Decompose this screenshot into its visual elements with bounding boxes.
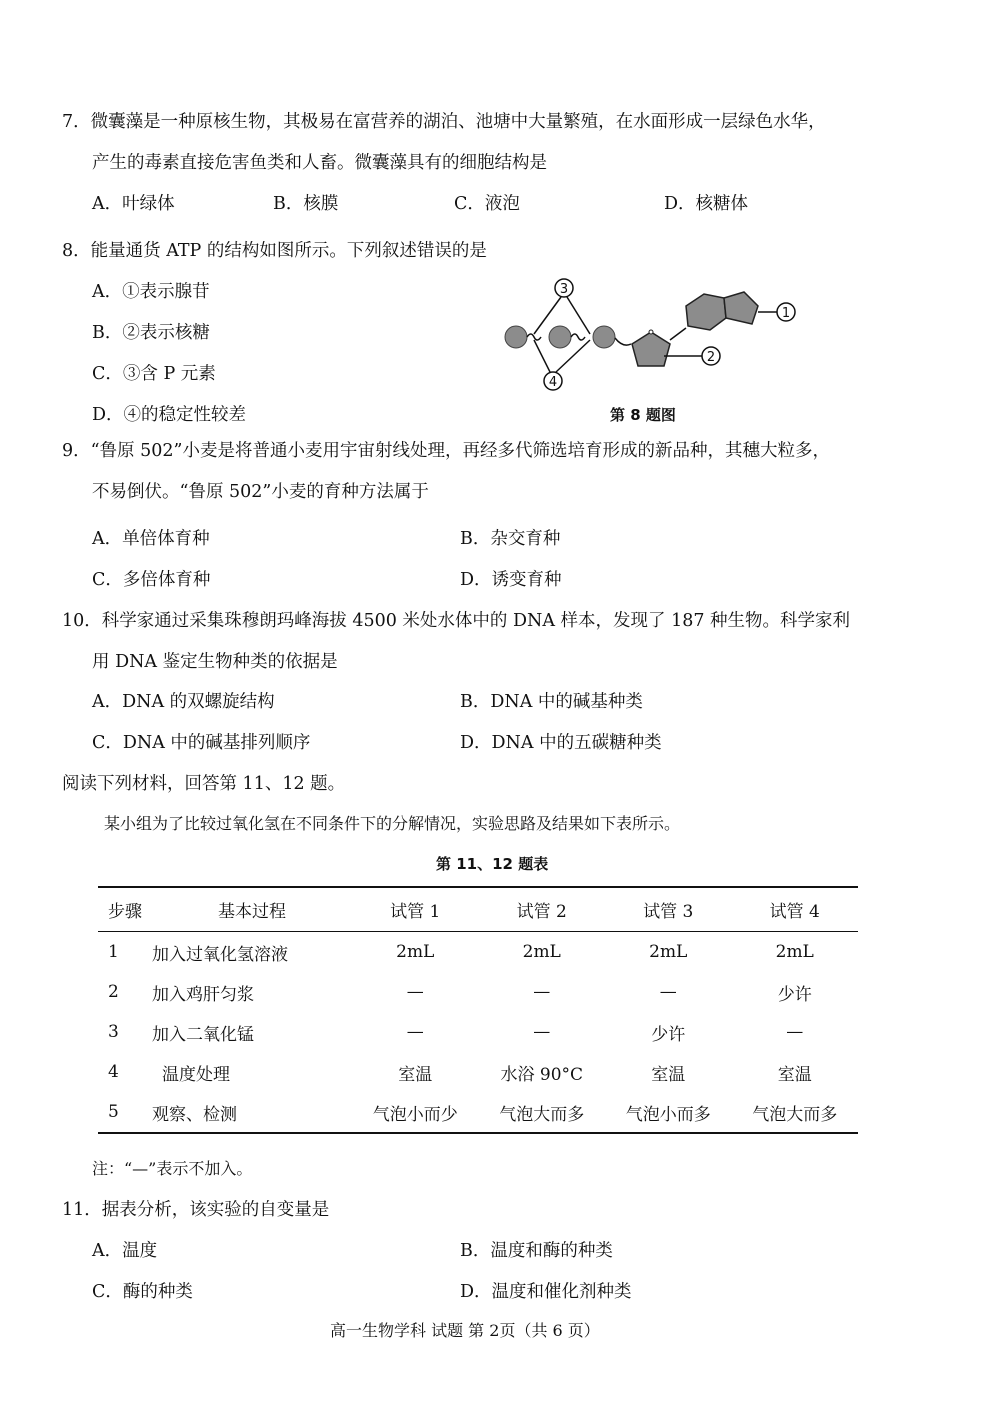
high-energy-bond-2 <box>571 334 585 340</box>
table-header-cell: 试管 1 <box>352 887 479 932</box>
table-cell: — <box>406 982 424 1002</box>
q8-option-d: D．④的稳定性较差 <box>92 405 247 425</box>
q11-stem: 11．据表分析，该实验的自变量是 <box>62 1200 330 1220</box>
atp-structure-figure <box>490 272 810 400</box>
q11-option-d: D．温度和催化剂种类 <box>460 1282 632 1302</box>
reading-intro: 阅读下列材料，回答第 11、12 题。 <box>62 774 346 794</box>
q9-option-d: D．诱变育种 <box>460 570 562 590</box>
table-note: 注：“—”表示不加入。 <box>92 1159 253 1178</box>
table-caption: 第 11、12 题表 <box>436 855 549 873</box>
q11-option-b: B．温度和酶的种类 <box>460 1241 613 1261</box>
table-cell: — <box>659 982 677 1002</box>
table-header-cell: 步骤 <box>98 887 142 932</box>
table-cell: 少许 <box>777 984 812 1005</box>
q8-stem: 8．能量通货 ATP 的结构如图所示。下列叙述错误的是 <box>62 241 487 261</box>
table-cell: 4 <box>108 1062 119 1082</box>
table-header-cell: 试管 3 <box>605 887 732 932</box>
phosphate-group-1 <box>505 326 527 348</box>
q8-option-b: B．②表示核糖 <box>92 323 210 343</box>
adenine-pentagon <box>724 292 758 324</box>
ribose-pentagon <box>632 332 670 366</box>
atp-label-1: 1 <box>781 306 791 321</box>
table-row <box>98 972 858 1012</box>
table-cell: 1 <box>108 942 119 962</box>
table-cell: — <box>786 1022 804 1042</box>
table-cell: 加入二氧化锰 <box>152 1024 254 1045</box>
table-header-cell: 试管 4 <box>732 887 859 932</box>
phosphate-group-3 <box>593 326 615 348</box>
table-cell: 气泡大而多 <box>479 1092 606 1133</box>
table-row <box>98 932 858 973</box>
table-cell: 气泡小而少 <box>352 1092 479 1133</box>
table-cell: 2mL <box>396 942 435 962</box>
q10-option-b: B．DNA 中的碱基种类 <box>460 692 643 712</box>
table-header-cell: 基本过程 <box>142 887 352 932</box>
adenine-hexagon <box>686 294 726 330</box>
table-cell: — <box>406 1022 424 1042</box>
q7-option-a: A．叶绿体 <box>92 194 175 214</box>
table-cell: — <box>533 1022 551 1042</box>
q9-option-a: A．单倍体育种 <box>92 529 210 549</box>
q11-option-c: C．酶的种类 <box>92 1282 193 1302</box>
table-cell: 2mL <box>522 942 561 962</box>
q7-stem-line2: 产生的毒素直接危害鱼类和人畜。微囊藻具有的细胞结构是 <box>92 153 547 173</box>
q11-option-a: A．温度 <box>92 1241 158 1261</box>
q7-stem-line1: 7．微囊藻是一种原核生物，其极易在富营养的湖泊、池塘中大量繁殖，在水面形成一层绿色水华， <box>62 112 826 132</box>
table-row <box>98 1092 858 1133</box>
table-cell: 2mL <box>649 942 688 962</box>
page-footer: 高一生物学科 试题 第 2页（共 6 页） <box>330 1321 600 1340</box>
q10-option-c: C．DNA 中的碱基排列顺序 <box>92 733 311 753</box>
table-cell: 观察、检测 <box>142 1092 352 1133</box>
table-cell: 气泡大而多 <box>732 1092 859 1133</box>
table-row <box>98 1052 858 1092</box>
table-cell: 2 <box>108 982 119 1002</box>
table-cell: 气泡小而多 <box>605 1092 732 1133</box>
q7-option-b: B．核膜 <box>273 194 339 214</box>
table-cell: 2mL <box>775 942 814 962</box>
q10-option-d: D．DNA 中的五碳糖种类 <box>460 733 662 753</box>
table-cell: 室温 <box>651 1064 686 1085</box>
table-cell: 加入鸡肝匀浆 <box>152 984 254 1005</box>
table-cell: 少许 <box>651 1024 686 1045</box>
table-cell: 5 <box>98 1092 142 1133</box>
q8-option-a: A．①表示腺苷 <box>92 282 210 302</box>
reading-material: 某小组为了比较过氧化氢在不同条件下的分解情况，实验思路及结果如下表所示。 <box>104 814 681 833</box>
table-cell: 3 <box>108 1022 119 1042</box>
q7-option-d: D．核糖体 <box>664 194 749 214</box>
table-cell: 温度处理 <box>162 1064 230 1085</box>
atp-label-2: 2 <box>706 350 716 365</box>
table-cell: — <box>533 982 551 1002</box>
table-cell: 室温 <box>777 1064 812 1085</box>
atp-label-4: 4 <box>548 375 558 390</box>
table-row <box>98 1012 858 1052</box>
q7-option-c: C．液泡 <box>454 194 520 214</box>
atp-label-3: 3 <box>559 282 569 297</box>
q8-figure-caption: 第 8 题图 <box>610 406 676 424</box>
q10-stem-line1: 10．科学家通过采集珠穆朗玛峰海拔 4500 米处水体中的 DNA 样本，发现了 187 种生物。科学家利 <box>62 611 851 631</box>
high-energy-bond-1 <box>527 334 541 340</box>
table-cell: 室温 <box>398 1064 433 1085</box>
q9-stem-line1: 9．“鲁原 502”小麦是将普通小麦用宇宙射线处理，再经多代筛选培育形成的新品种，其穗大粒多， <box>62 441 830 461</box>
table-cell: 加入过氧化氢溶液 <box>152 944 288 965</box>
table-header-cell: 试管 2 <box>479 887 606 932</box>
experiment-table <box>98 886 858 1134</box>
q8-option-c: C．③含 P 元素 <box>92 364 216 384</box>
q9-stem-line2: 不易倒伏。“鲁原 502”小麦的育种方法属于 <box>92 482 429 502</box>
q9-option-b: B．杂交育种 <box>460 529 561 549</box>
table-cell: 水浴 90°C <box>500 1064 584 1085</box>
q10-option-a: A．DNA 的双螺旋结构 <box>92 692 275 712</box>
table-header-row <box>98 887 858 932</box>
q10-stem-line2: 用 DNA 鉴定生物种类的依据是 <box>92 652 338 672</box>
q9-option-c: C．多倍体育种 <box>92 570 211 590</box>
phosphate-group-2 <box>549 326 571 348</box>
